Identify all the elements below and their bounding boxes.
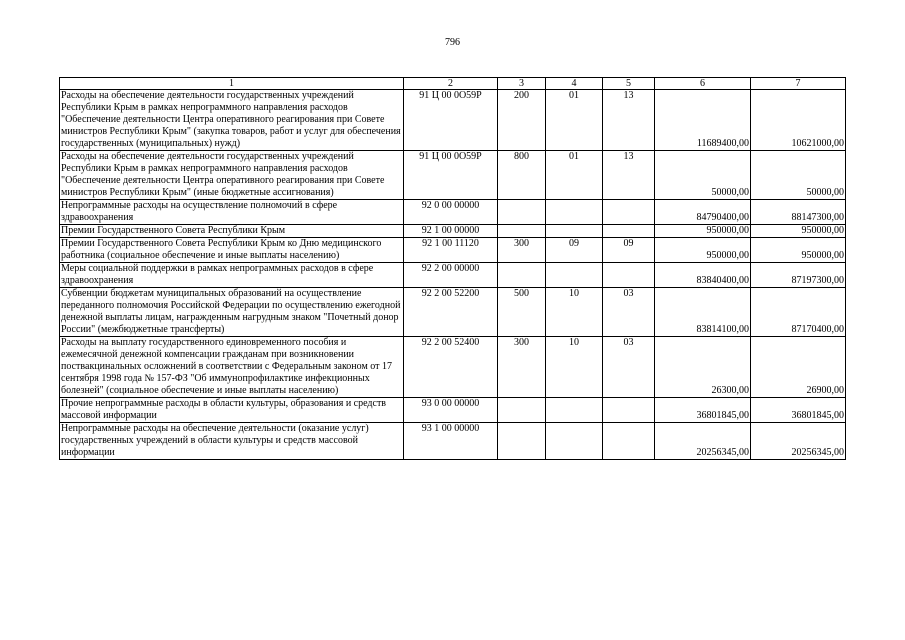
row-amount-col7: 26900,00	[751, 337, 846, 398]
row-section: 10	[546, 337, 603, 398]
table-row	[60, 238, 846, 263]
row-description: Субвенции бюджетам муниципальных образований на осуществление переданного полномочия Российской Федерации по осуществлению ежегодной денежной выплаты лицам, награжденным нагрудным знаком "Почетный донор России" (межбюджетные трансферты)	[60, 288, 404, 337]
table-row	[60, 90, 846, 151]
row-amount-col7: 88147300,00	[751, 200, 846, 225]
row-amount-col6: 26300,00	[655, 337, 751, 398]
row-amount-col6: 950000,00	[655, 238, 751, 263]
row-description: Премии Государственного Совета Республики Крым ко Дню медицинского работника (социальное обеспечение и иные выплаты населению)	[60, 238, 404, 263]
table-row	[60, 200, 846, 225]
row-amount-col7: 50000,00	[751, 151, 846, 200]
row-target-code: 91 Ц 00 0О59Р	[404, 151, 498, 200]
row-expense-type: 200	[498, 90, 546, 151]
row-expense-type	[498, 423, 546, 460]
header-cell: 1	[60, 78, 404, 90]
row-subsection	[603, 263, 655, 288]
table-row	[60, 337, 846, 398]
row-amount-col6: 83814100,00	[655, 288, 751, 337]
header-cell: 2	[404, 78, 498, 90]
row-description: Прочие непрограммные расходы в области культуры, образования и средств массовой информации	[60, 398, 404, 423]
table-row	[60, 288, 846, 337]
row-subsection: 03	[603, 288, 655, 337]
row-target-code: 92 2 00 52400	[404, 337, 498, 398]
row-amount-col7: 10621000,00	[751, 90, 846, 151]
row-amount-col6: 950000,00	[655, 225, 751, 238]
row-target-code: 92 0 00 00000	[404, 200, 498, 225]
row-expense-type: 300	[498, 337, 546, 398]
header-cell: 7	[751, 78, 846, 90]
row-description: Расходы на выплату государственного единовременного пособия и ежемесячной денежной компенсации гражданам при возникновении поствакцинальных осложнений в соответствии с Федеральным законом от 17 сентября 1998 года № 157-ФЗ "Об иммунопрофилактике инфекционных болезней" (социальное обеспечение и иные выплаты населению)	[60, 337, 404, 398]
row-amount-col7: 87170400,00	[751, 288, 846, 337]
row-amount-col7: 950000,00	[751, 238, 846, 263]
row-subsection: 09	[603, 238, 655, 263]
row-expense-type: 800	[498, 151, 546, 200]
row-subsection: 13	[603, 90, 655, 151]
row-amount-col7: 36801845,00	[751, 398, 846, 423]
row-description: Непрограммные расходы на осуществление полномочий в сфере здравоохранения	[60, 200, 404, 225]
row-target-code: 92 1 00 11120	[404, 238, 498, 263]
row-amount-col6: 83840400,00	[655, 263, 751, 288]
budget-table	[59, 77, 846, 460]
row-section	[546, 225, 603, 238]
row-section	[546, 423, 603, 460]
row-description: Меры социальной поддержки в рамках непрограммных расходов в сфере здравоохранения	[60, 263, 404, 288]
row-target-code: 92 2 00 00000	[404, 263, 498, 288]
row-amount-col7: 20256345,00	[751, 423, 846, 460]
header-row	[60, 78, 846, 90]
table-row	[60, 263, 846, 288]
page-number: 796	[445, 37, 460, 48]
row-description: Расходы на обеспечение деятельности государственных учреждений Республики Крым в рамках непрограммного направления расходов "Обеспечение деятельности Центра оперативного реагирования при Совете министров Республики Крым" (закупка товаров, работ и услуг для обеспечения государственных (муниципальных) нужд)	[60, 90, 404, 151]
row-amount-col6: 84790400,00	[655, 200, 751, 225]
row-expense-type	[498, 398, 546, 423]
row-target-code: 93 1 00 00000	[404, 423, 498, 460]
row-subsection: 13	[603, 151, 655, 200]
row-target-code: 92 2 00 52200	[404, 288, 498, 337]
row-subsection	[603, 200, 655, 225]
row-subsection: 03	[603, 337, 655, 398]
row-section	[546, 263, 603, 288]
row-section: 01	[546, 90, 603, 151]
row-section: 01	[546, 151, 603, 200]
header-cell: 3	[498, 78, 546, 90]
row-subsection	[603, 398, 655, 423]
row-amount-col6: 50000,00	[655, 151, 751, 200]
row-section: 10	[546, 288, 603, 337]
row-target-code: 92 1 00 00000	[404, 225, 498, 238]
row-description: Расходы на обеспечение деятельности государственных учреждений Республики Крым в рамках непрограммного направления расходов "Обеспечение деятельности Центра оперативного реагирования при Совете министров Республики Крым" (иные бюджетные ассигнования)	[60, 151, 404, 200]
row-expense-type	[498, 225, 546, 238]
row-subsection	[603, 423, 655, 460]
row-amount-col6: 11689400,00	[655, 90, 751, 151]
row-section: 09	[546, 238, 603, 263]
row-expense-type	[498, 263, 546, 288]
row-section	[546, 200, 603, 225]
table-row	[60, 151, 846, 200]
table-row	[60, 398, 846, 423]
row-description: Премии Государственного Совета Республики Крым	[60, 225, 404, 238]
row-expense-type	[498, 200, 546, 225]
row-expense-type: 300	[498, 238, 546, 263]
row-subsection	[603, 225, 655, 238]
row-expense-type: 500	[498, 288, 546, 337]
row-target-code: 91 Ц 00 0О59Р	[404, 90, 498, 151]
header-cell: 4	[546, 78, 603, 90]
table-row	[60, 225, 846, 238]
row-section	[546, 398, 603, 423]
row-amount-col6: 20256345,00	[655, 423, 751, 460]
row-description: Непрограммные расходы на обеспечение деятельности (оказание услуг) государственных учреждений в области культуры и средств массовой информации	[60, 423, 404, 460]
table-row	[60, 423, 846, 460]
row-amount-col7: 950000,00	[751, 225, 846, 238]
row-amount-col6: 36801845,00	[655, 398, 751, 423]
header-cell: 5	[603, 78, 655, 90]
row-target-code: 93 0 00 00000	[404, 398, 498, 423]
header-cell: 6	[655, 78, 751, 90]
row-amount-col7: 87197300,00	[751, 263, 846, 288]
